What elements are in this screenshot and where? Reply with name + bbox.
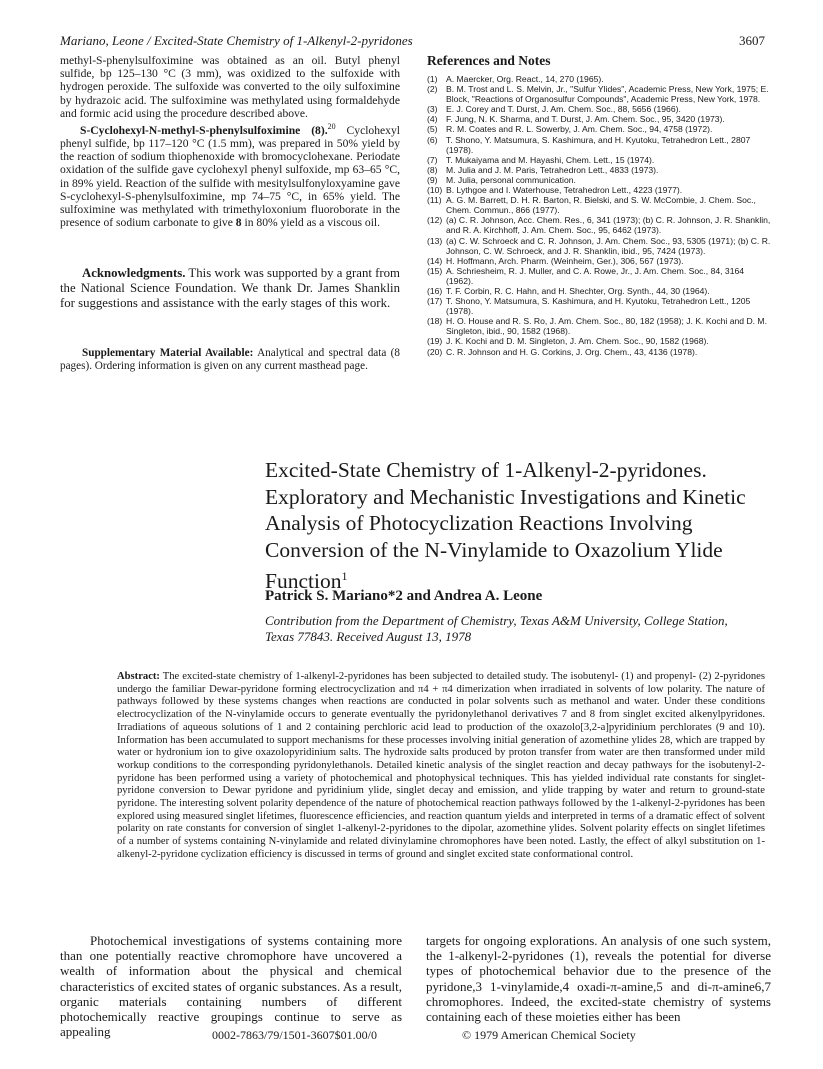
ack-text: This work was supported by a grant from the National Science Foundation. We thank Dr. James Shanklin for suggestions and assistance with the early stages of this work. xyxy=(60,266,400,310)
reference-number: (17) xyxy=(427,296,443,307)
affiliation: Contribution from the Department of Chemistry, Texas A&M University, College Station, Texas 77843. Received August 13, 1978 xyxy=(265,613,728,644)
reference-item xyxy=(427,135,772,155)
authors: Patrick S. Mariano*2 and Andrea A. Leone xyxy=(265,588,543,604)
ack-heading: Acknowledgments. xyxy=(82,266,186,280)
compound-heading: S-Cyclohexyl-N-methyl-S-phenylsulfoximine (8). xyxy=(80,123,328,137)
paragraph-text: Cyclohexyl phenyl sulfide, bp 117–120 °C (1.5 mm), was prepared in 50% yield by the reaction of sodium thiophenoxide with bromocyclohexane. Periodate oxidation of the sulfide gave cyclohexyl phenyl sulfoxide, mp 63–65 °C, in 89% yield. Reaction of the sulfide with mesitylsulfonyloxyamine gave S-cyclohexyl-S-phenylsulfoximine, mp 74–75 °C, in 65% yield. The sulfoximine was methylated with trimethyloxonium fluoroborate in the presence of sodium carbonate to give xyxy=(60,123,400,230)
reference-number: (6) xyxy=(427,134,438,145)
reference-text: A. Schriesheim, R. J. Muller, and C. A. Rowe, Jr., J. Am. Chem. Soc., 84, 3164 (1962). xyxy=(446,265,745,286)
reference-text: R. M. Coates and R. L. Sowerby, J. Am. Chem. Soc., 94, 4758 (1972). xyxy=(446,124,713,135)
reference-text: (a) C. R. Johnson, Acc. Chem. Res., 6, 341 (1973); (b) C. R. Johnson, J. R. Shanklin, and R. A. Kirchhoff, J. Am. Chem. Soc., 95, 6462 (1973). xyxy=(446,215,771,236)
reference-item xyxy=(427,74,772,84)
reference-item xyxy=(427,266,772,286)
reference-text: T. Shono, Y. Matsumura, S. Kashimura, and H. Kyutoku, Tetrahedron Lett., 2807 (1978). xyxy=(446,134,751,155)
reference-number: (3) xyxy=(427,104,438,115)
reference-text: B. M. Trost and L. S. Melvin, Jr., "Sulfur Ylides", Academic Press, New York, 1975; E. Block, "Reactions of Organosulfur Compounds", Academic Press, New York, 1978. xyxy=(446,84,769,105)
left-column-text xyxy=(60,54,400,230)
reference-text: E. J. Corey and T. Durst, J. Am. Chem. Soc., 88, 5656 (1966). xyxy=(446,104,681,115)
reference-number: (11) xyxy=(427,195,442,206)
paragraph-cyclohexyl xyxy=(60,120,400,229)
reference-number: (13) xyxy=(427,235,443,246)
reference-item xyxy=(427,165,772,175)
reference-text: T. F. Corbin, R. C. Hahn, and H. Shechter, Org. Synth., 44, 30 (1964). xyxy=(446,285,710,296)
reference-text: M. Julia, personal communication. xyxy=(446,174,576,185)
reference-number: (8) xyxy=(427,164,438,175)
reference-item xyxy=(427,124,772,134)
reference-item xyxy=(427,84,772,104)
reference-text: T. Shono, Y. Matsumura, S. Kashimura, and H. Kyutoku, Tetrahedron Lett., 1205 (1978). xyxy=(446,296,751,317)
page-number: 3607 xyxy=(739,33,765,48)
reference-item xyxy=(427,195,772,215)
body-text-right: targets for ongoing explorations. An analysis of one such system, the 1-alkenyl-2-pyridones (1), reveals the potential for diverse types of photochemical behavior due to the presence of the pyridone,3 1-vinylamide,4 oxadi-π-amine,5 and di-π-amine6,7 chromophores. Indeed, the excited-state chemistry of systems containing each of these moieties either has been xyxy=(426,933,771,1025)
references-heading: References and Notes xyxy=(427,53,551,68)
reference-number: (14) xyxy=(427,255,443,266)
reference-text: A. G. M. Barrett, D. H. R. Barton, R. Bielski, and S. W. McCombie, J. Chem. Soc., Chem. Commun., 866 (1977). xyxy=(446,195,756,216)
reference-text: M. Julia and J. M. Paris, Tetrahedron Lett., 4833 (1973). xyxy=(446,164,659,175)
reference-text: C. R. Johnson and H. G. Corkins, J. Org. Chem., 43, 4136 (1978). xyxy=(446,346,698,357)
paragraph-sulfoximine: methyl-S-phenylsulfoximine was obtained as an oil. Butyl phenyl sulfide, bp 125–130 °C (3 mm), was oxidized to the sulfoxide with hydrogen peroxide. The sulfoxide was converted to the oily sulfoximine by hydrazoic acid. The sulfoximine was methylated using formaldehyde and formic acid using the procedure described above. xyxy=(60,54,400,120)
ref-marker: 20 xyxy=(327,122,336,132)
reference-number: (18) xyxy=(427,316,443,327)
reference-item xyxy=(427,347,772,357)
reference-item xyxy=(427,175,772,185)
reference-item xyxy=(427,114,772,124)
supp-heading: Supplementary Material Available: xyxy=(82,347,254,359)
reference-text: H. O. House and R. S. Ro, J. Am. Chem. Soc., 80, 182 (1958); J. K. Kochi and D. M. Singleton, ibid., 90, 1582 (1968). xyxy=(446,316,767,337)
reference-item xyxy=(427,336,772,346)
reference-item xyxy=(427,296,772,316)
reference-item xyxy=(427,155,772,165)
reference-number: (19) xyxy=(427,336,443,347)
reference-item xyxy=(427,236,772,256)
reference-item xyxy=(427,256,772,266)
compound-number: 8 xyxy=(235,216,242,230)
reference-text: J. K. Kochi and D. M. Singleton, J. Am. Chem. Soc., 90, 1582 (1968). xyxy=(446,336,709,347)
reference-number: (20) xyxy=(427,346,443,357)
reference-number: (2) xyxy=(427,84,438,95)
references-list xyxy=(427,74,772,357)
reference-text: B. Lythgoe and I. Waterhouse, Tetrahedron Lett., 4223 (1977). xyxy=(446,185,683,196)
reference-number: (12) xyxy=(427,215,443,226)
reference-text: A. Maercker, Org. React., 14, 270 (1965). xyxy=(446,74,604,84)
supp-text: Analytical and spectral data (8 pages). Ordering information is given on any current masthead page. xyxy=(60,347,400,372)
paragraph-end: in 80% yield as a viscous oil. xyxy=(241,216,381,230)
abstract-text: The excited-state chemistry of 1-alkenyl-2-pyridones has been subjected to detailed study. The isobutenyl- (1) and propenyl- (2) 2-pyridones undergo the familiar Dewar-pyridone forming electrocyclization and π4 + π4 dimerization when irradiated in solvents of low polarity. The nature of pathways followed by these systems changes when reactions are conducted in polar solvents such as methanol and water. Under these conditions electrocyclization of the N-vinylamide occurs to generate eventually the pyridonylethanol derivatives 7 and 8 from singlet excited alkenylpyridones. Irradiations of aqueous solutions of 1 and 2 containing perchloric acid lead to production of the oxazolo[3,2-a]pyridinium perchlorates (9 and 10). Information has been accumulated to support mechanisms for these processes involving initial generation of azomethine ylides 28, which are trapped by water or hydronium ion to give oxazolopyridinium salts. The hydroxide salts produced by proton transfer from water are then transformed under mild workup conditions to the corresponding pyridonylethanols. Detailed kinetic analysis of the singlet reaction and decay pathways for the isobutenyl-2-pyridone has been performed using a variety of photochemical and photophysical techniques. This has yielded individual rate constants for singlet-pyridone conversion to Dewar pyridone and pyridinium ylide, singlet decay and emission, and ylide trapping by water and return to ground-state pyridone. The interesting solvent polarity dependence of the nature of photochemical reaction pathways followed by the 1-alkenyl-2-pyridones has been explored using measured singlet lifetimes, fluorescence efficiencies, and reaction quantum yields and interpreted in terms of a dramatic effect of solvent polarity on rate constants for conversion of singlet 1-alkenyl-2-pyridones to the dipolar, azomethine ylides. Solvent polarity effects on singlet lifetimes of a number of systems containing N-vinylamide and related divinylamine chromophores have been noted. Lastly, the effect of alkyl substitution on 1-alkenyl-2-pyridone cyclization efficiency is discussed in terms of ground and singlet excited state conformational control. xyxy=(117,671,765,860)
reference-number: (1) xyxy=(427,74,438,84)
reference-number: (4) xyxy=(427,114,438,125)
reference-text: F. Jung, N. K. Sharma, and T. Durst, J. Am. Chem. Soc., 95, 3420 (1973). xyxy=(446,114,725,125)
reference-item xyxy=(427,286,772,296)
reference-number: (16) xyxy=(427,285,443,296)
reference-number: (7) xyxy=(427,154,438,165)
reference-text: (a) C. W. Schroeck and C. R. Johnson, J. Am. Chem. Soc., 93, 5305 (1971); (b) C. R. Johnson, C. W. Schroeck, and J. R. Shanklin, ibid., 95, 7424 (1973). xyxy=(446,235,771,256)
copyright-notice: © 1979 American Chemical Society xyxy=(462,1028,636,1042)
reference-item xyxy=(427,215,772,235)
acknowledgments xyxy=(60,266,400,311)
reference-number: (10) xyxy=(427,185,443,196)
article-title xyxy=(265,457,785,595)
title-note: 1 xyxy=(341,569,348,583)
reference-text: H. Hoffmann, Arch. Pharm. (Weinheim, Ger.), 306, 567 (1973). xyxy=(446,255,684,266)
title-text: Excited-State Chemistry of 1-Alkenyl-2-pyridones. Exploratory and Mechanistic Investigations and Kinetic Analysis of Photocyclization Reactions Involving Conversion of the N-Vinylamide to Oxazolium Ylide Function xyxy=(265,458,746,594)
supplementary-material xyxy=(60,347,400,373)
reference-number: (5) xyxy=(427,124,438,135)
reference-item xyxy=(427,104,772,114)
reference-item xyxy=(427,316,772,336)
reference-item xyxy=(427,185,772,195)
running-head: Mariano, Leone / Excited-State Chemistry of 1-Alkenyl-2-pyridones xyxy=(60,33,413,48)
reference-number: (15) xyxy=(427,265,443,276)
article-code: 0002-7863/79/1501-3607$01.00/0 xyxy=(212,1028,377,1042)
reference-text: T. Mukaiyama and M. Hayashi, Chem. Lett., 15 (1974). xyxy=(446,154,655,165)
body-text-left: Photochemical investigations of systems containing more than one potentially reactive chromophore have uncovered a wealth of information about the physical and chemical characteristics of excited states of organic substances. As a result, organic materials containing numbers of different photochemically reactive groupings continue to serve as appealing xyxy=(60,933,402,1040)
abstract xyxy=(117,671,765,862)
reference-number: (9) xyxy=(427,174,438,185)
abstract-label: Abstract: xyxy=(117,671,160,682)
